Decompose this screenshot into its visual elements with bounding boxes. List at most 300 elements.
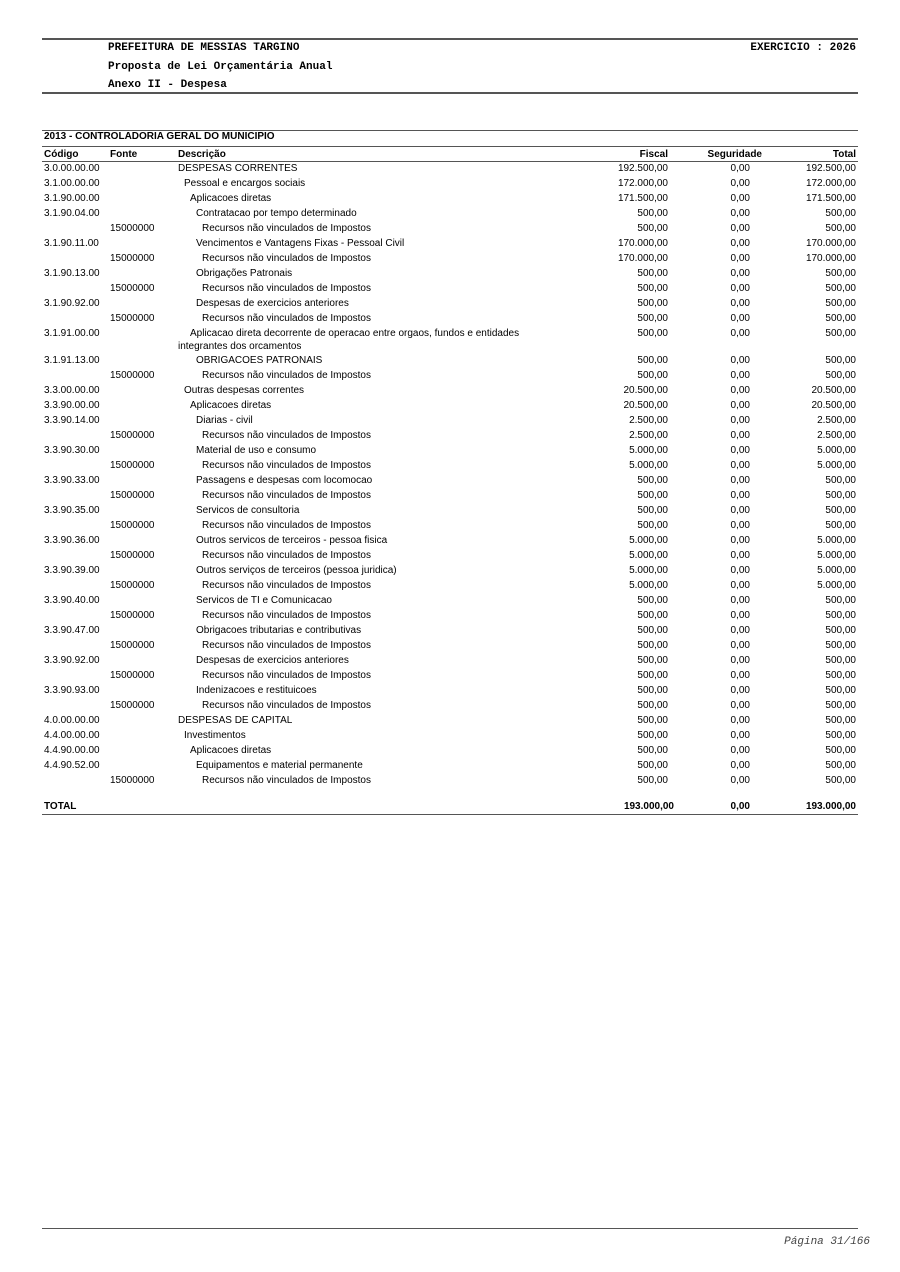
fonte-cell: 15000000 bbox=[110, 640, 155, 651]
fonte-cell bbox=[108, 444, 176, 459]
code-cell: 3.3.90.14.00 bbox=[44, 415, 100, 426]
fiscal-cell: 500,00 bbox=[637, 745, 668, 756]
fiscal-cell: 500,00 bbox=[637, 283, 668, 294]
fiscal-cell: 2.500,00 bbox=[629, 430, 668, 441]
seguridade-cell: 0,00 bbox=[730, 490, 750, 501]
seguridade-cell: 0,00 bbox=[730, 313, 750, 324]
fonte-cell bbox=[108, 714, 176, 729]
description-cell: Recursos não vinculados de Impostos bbox=[202, 580, 371, 591]
code-cell: 3.3.90.00.00 bbox=[44, 400, 100, 411]
table-row bbox=[42, 429, 858, 444]
fiscal-cell: 2.500,00 bbox=[629, 415, 668, 426]
table-row bbox=[42, 759, 858, 774]
total-cell: 5.000,00 bbox=[817, 460, 856, 471]
code-cell bbox=[42, 282, 108, 297]
description-cell: Aplicacoes diretas bbox=[190, 193, 272, 204]
total-cell: 5.000,00 bbox=[817, 550, 856, 561]
fiscal-cell: 172.000,00 bbox=[617, 178, 668, 189]
description-cell: OBRIGACOES PATRONAIS bbox=[196, 355, 323, 366]
seguridade-cell: 0,00 bbox=[730, 385, 750, 396]
description-cell: Recursos não vinculados de Impostos bbox=[202, 460, 371, 471]
table-row bbox=[42, 609, 858, 624]
fonte-cell bbox=[108, 177, 176, 192]
description-cell: Outros servicos de terceiros - pessoa fisica bbox=[196, 535, 388, 546]
description-cell: Recursos não vinculados de Impostos bbox=[202, 775, 371, 786]
fonte-cell bbox=[108, 564, 176, 579]
seguridade-cell: 0,00 bbox=[730, 460, 750, 471]
table-row bbox=[42, 504, 858, 519]
seguridade-cell: 0,00 bbox=[730, 715, 750, 726]
table-row bbox=[42, 744, 858, 759]
code-cell: 3.1.90.92.00 bbox=[44, 298, 100, 309]
seguridade-cell: 0,00 bbox=[730, 760, 750, 771]
code-cell: 3.3.90.36.00 bbox=[44, 535, 100, 546]
table-row bbox=[42, 282, 858, 297]
seguridade-cell: 0,00 bbox=[730, 298, 750, 309]
seguridade-cell: 0,00 bbox=[730, 223, 750, 234]
table-row bbox=[42, 177, 858, 192]
seguridade-cell: 0,00 bbox=[730, 370, 750, 381]
description-cell: DESPESAS CORRENTES bbox=[178, 163, 298, 174]
seguridade-cell: 0,00 bbox=[730, 670, 750, 681]
total-cell: 20.500,00 bbox=[811, 385, 856, 396]
fonte-cell bbox=[108, 237, 176, 252]
description-cell: Recursos não vinculados de Impostos bbox=[202, 430, 371, 441]
code-cell: 4.4.90.00.00 bbox=[44, 745, 100, 756]
seguridade-cell: 0,00 bbox=[730, 475, 750, 486]
fiscal-cell: 500,00 bbox=[637, 610, 668, 621]
fiscal-cell: 500,00 bbox=[637, 268, 668, 279]
table-row bbox=[42, 399, 858, 414]
code-cell bbox=[42, 699, 108, 714]
seguridade-cell: 0,00 bbox=[730, 208, 750, 219]
fiscal-cell: 500,00 bbox=[637, 370, 668, 381]
table-row bbox=[42, 729, 858, 744]
exercise-year: EXERCICIO : 2026 bbox=[750, 42, 856, 54]
code-cell: 4.4.90.52.00 bbox=[44, 760, 100, 771]
col-codigo: Código bbox=[42, 147, 108, 162]
code-cell: 3.1.91.00.00 bbox=[44, 328, 100, 339]
table-row bbox=[42, 192, 858, 207]
table-row bbox=[42, 684, 858, 699]
code-cell: 4.4.00.00.00 bbox=[44, 730, 100, 741]
fonte-cell: 15000000 bbox=[110, 520, 155, 531]
description-cell: Diarias - civil bbox=[196, 415, 253, 426]
table-row bbox=[42, 327, 858, 354]
total-cell: 500,00 bbox=[825, 715, 856, 726]
table-row bbox=[42, 252, 858, 267]
total-cell: 500,00 bbox=[825, 655, 856, 666]
total-cell: 5.000,00 bbox=[817, 565, 856, 576]
fiscal-cell: 170.000,00 bbox=[617, 253, 668, 264]
description-cell: Servicos de TI e Comunicacao bbox=[196, 595, 332, 606]
seguridade-cell: 0,00 bbox=[730, 415, 750, 426]
table-row bbox=[42, 669, 858, 684]
description-cell: Servicos de consultoria bbox=[196, 505, 300, 516]
table-row bbox=[42, 444, 858, 459]
total-cell: 500,00 bbox=[825, 625, 856, 636]
code-cell bbox=[42, 579, 108, 594]
table-row bbox=[42, 519, 858, 534]
report-title: Proposta de Lei Orçamentária Anual bbox=[108, 61, 333, 73]
total-cell: 172.000,00 bbox=[805, 178, 856, 189]
fiscal-cell: 170.000,00 bbox=[617, 238, 668, 249]
fiscal-cell: 171.500,00 bbox=[617, 193, 668, 204]
fonte-cell bbox=[108, 267, 176, 282]
code-cell bbox=[42, 774, 108, 789]
total-cell: 192.500,00 bbox=[805, 163, 856, 174]
total-cell: 5.000,00 bbox=[817, 580, 856, 591]
description-cell: Outras despesas correntes bbox=[184, 385, 305, 396]
code-cell: 3.3.90.33.00 bbox=[44, 475, 100, 486]
fiscal-cell: 500,00 bbox=[637, 625, 668, 636]
code-cell: 3.3.90.40.00 bbox=[44, 595, 100, 606]
fonte-cell: 15000000 bbox=[110, 370, 155, 381]
seguridade-cell: 0,00 bbox=[730, 238, 750, 249]
fiscal-cell: 5.000,00 bbox=[629, 580, 668, 591]
total-cell: 500,00 bbox=[825, 745, 856, 756]
seguridade-cell: 0,00 bbox=[730, 535, 750, 546]
total-cell: 500,00 bbox=[825, 775, 856, 786]
col-descricao: Descrição bbox=[176, 147, 566, 162]
fonte-cell: 15000000 bbox=[110, 670, 155, 681]
total-cell: 500,00 bbox=[825, 355, 856, 366]
description-cell: Investimentos bbox=[184, 730, 246, 741]
fonte-cell bbox=[108, 534, 176, 549]
table-row bbox=[42, 474, 858, 489]
code-cell: 3.3.90.35.00 bbox=[44, 505, 100, 516]
fiscal-cell: 5.000,00 bbox=[629, 460, 668, 471]
seguridade-cell: 0,00 bbox=[730, 580, 750, 591]
fonte-cell: 15000000 bbox=[110, 253, 155, 264]
seguridade-cell: 0,00 bbox=[730, 640, 750, 651]
table-row bbox=[42, 297, 858, 312]
total-row bbox=[42, 800, 858, 815]
total-seguridade: 0,00 bbox=[730, 801, 750, 812]
seguridade-cell: 0,00 bbox=[730, 355, 750, 366]
table-row bbox=[42, 414, 858, 429]
table-row bbox=[42, 699, 858, 714]
code-cell: 4.0.00.00.00 bbox=[44, 715, 100, 726]
seguridade-cell: 0,00 bbox=[730, 520, 750, 531]
table-row bbox=[42, 579, 858, 594]
fiscal-cell: 500,00 bbox=[637, 760, 668, 771]
code-cell: 3.3.90.39.00 bbox=[44, 565, 100, 576]
description-cell: Equipamentos e material permanente bbox=[196, 760, 363, 771]
total-cell: 500,00 bbox=[825, 670, 856, 681]
description-cell: Obrigações Patronais bbox=[196, 268, 293, 279]
description-cell: Recursos não vinculados de Impostos bbox=[202, 640, 371, 651]
fiscal-cell: 500,00 bbox=[637, 505, 668, 516]
fiscal-cell: 500,00 bbox=[637, 355, 668, 366]
table-row bbox=[42, 207, 858, 222]
table-row bbox=[42, 534, 858, 549]
description-cell: Recursos não vinculados de Impostos bbox=[202, 520, 371, 531]
fonte-cell bbox=[108, 684, 176, 699]
code-cell: 3.0.00.00.00 bbox=[44, 163, 100, 174]
code-cell bbox=[42, 369, 108, 384]
total-cell: 500,00 bbox=[825, 208, 856, 219]
fiscal-cell: 500,00 bbox=[637, 655, 668, 666]
fiscal-cell: 500,00 bbox=[637, 595, 668, 606]
seguridade-cell: 0,00 bbox=[730, 430, 750, 441]
fiscal-cell: 192.500,00 bbox=[617, 163, 668, 174]
total-fiscal: 193.000,00 bbox=[623, 801, 674, 812]
fiscal-cell: 500,00 bbox=[637, 223, 668, 234]
code-cell bbox=[42, 669, 108, 684]
col-total: Total bbox=[764, 147, 858, 162]
fiscal-cell: 5.000,00 bbox=[629, 535, 668, 546]
fiscal-cell: 500,00 bbox=[637, 520, 668, 531]
code-cell: 3.3.90.47.00 bbox=[44, 625, 100, 636]
total-cell: 170.000,00 bbox=[805, 238, 856, 249]
page-number: Página 31/166 bbox=[784, 1236, 870, 1248]
fonte-cell bbox=[108, 654, 176, 669]
fiscal-cell: 500,00 bbox=[637, 685, 668, 696]
description-cell: Vencimentos e Vantagens Fixas - Pessoal Civil bbox=[196, 238, 405, 249]
total-cell: 500,00 bbox=[825, 268, 856, 279]
table-row bbox=[42, 267, 858, 282]
seguridade-cell: 0,00 bbox=[730, 730, 750, 741]
table-row bbox=[42, 774, 858, 789]
total-cell: 500,00 bbox=[825, 298, 856, 309]
total-cell: 500,00 bbox=[825, 595, 856, 606]
fonte-cell bbox=[108, 624, 176, 639]
table-row bbox=[42, 162, 858, 178]
seguridade-cell: 0,00 bbox=[730, 775, 750, 786]
code-cell bbox=[42, 519, 108, 534]
table-row bbox=[42, 624, 858, 639]
fonte-cell: 15000000 bbox=[110, 550, 155, 561]
table-row bbox=[42, 384, 858, 399]
description-cell: Outros serviços de terceiros (pessoa juridica) bbox=[196, 565, 397, 576]
description-cell: Recursos não vinculados de Impostos bbox=[202, 223, 371, 234]
fiscal-cell: 5.000,00 bbox=[629, 550, 668, 561]
table-row bbox=[42, 354, 858, 369]
fiscal-cell: 20.500,00 bbox=[623, 385, 668, 396]
fonte-cell bbox=[108, 594, 176, 609]
description-cell: DESPESAS DE CAPITAL bbox=[178, 715, 293, 726]
code-cell: 3.3.00.00.00 bbox=[44, 385, 100, 396]
fonte-cell: 15000000 bbox=[110, 610, 155, 621]
description-cell: Contratacao por tempo determinado bbox=[196, 208, 357, 219]
seguridade-cell: 0,00 bbox=[730, 253, 750, 264]
description-cell: Material de uso e consumo bbox=[196, 445, 317, 456]
fonte-cell: 15000000 bbox=[110, 430, 155, 441]
code-cell bbox=[42, 549, 108, 564]
description-cell: Despesas de exercicios anteriores bbox=[196, 298, 349, 309]
fonte-cell bbox=[108, 729, 176, 744]
table-row bbox=[42, 222, 858, 237]
seguridade-cell: 0,00 bbox=[730, 163, 750, 174]
seguridade-cell: 0,00 bbox=[730, 550, 750, 561]
fonte-cell bbox=[108, 192, 176, 207]
code-cell: 3.1.90.04.00 bbox=[44, 208, 100, 219]
total-cell: 171.500,00 bbox=[805, 193, 856, 204]
table-row bbox=[42, 489, 858, 504]
fonte-cell: 15000000 bbox=[110, 775, 155, 786]
table-row bbox=[42, 714, 858, 729]
table-row bbox=[42, 639, 858, 654]
table-row bbox=[42, 654, 858, 669]
fiscal-cell: 5.000,00 bbox=[629, 565, 668, 576]
table-row bbox=[42, 459, 858, 474]
fonte-cell: 15000000 bbox=[110, 580, 155, 591]
description-cell: Pessoal e encargos sociais bbox=[184, 178, 306, 189]
table-row bbox=[42, 594, 858, 609]
fiscal-cell: 500,00 bbox=[637, 490, 668, 501]
table-row bbox=[42, 549, 858, 564]
fonte-cell: 15000000 bbox=[110, 283, 155, 294]
fonte-cell: 15000000 bbox=[110, 313, 155, 324]
fiscal-cell: 500,00 bbox=[637, 775, 668, 786]
seguridade-cell: 0,00 bbox=[730, 625, 750, 636]
fiscal-cell: 500,00 bbox=[637, 670, 668, 681]
section-title: 2013 - CONTROLADORIA GERAL DO MUNICIPIO bbox=[44, 131, 275, 142]
fonte-cell: 15000000 bbox=[110, 223, 155, 234]
seguridade-cell: 0,00 bbox=[730, 745, 750, 756]
description-cell: Recursos não vinculados de Impostos bbox=[202, 253, 371, 264]
seguridade-cell: 0,00 bbox=[730, 505, 750, 516]
table-row bbox=[42, 564, 858, 579]
fonte-cell bbox=[108, 759, 176, 774]
col-fonte: Fonte bbox=[108, 147, 176, 162]
seguridade-cell: 0,00 bbox=[730, 655, 750, 666]
fonte-cell bbox=[108, 354, 176, 369]
seguridade-cell: 0,00 bbox=[730, 595, 750, 606]
seguridade-cell: 0,00 bbox=[730, 268, 750, 279]
total-cell: 500,00 bbox=[825, 760, 856, 771]
table-row bbox=[42, 312, 858, 327]
total-cell: 500,00 bbox=[825, 475, 856, 486]
code-cell bbox=[42, 252, 108, 267]
table-row bbox=[42, 369, 858, 384]
fonte-cell bbox=[108, 474, 176, 489]
description-cell: Recursos não vinculados de Impostos bbox=[202, 490, 371, 501]
description-cell: Recursos não vinculados de Impostos bbox=[202, 550, 371, 561]
code-cell: 3.1.00.00.00 bbox=[44, 178, 100, 189]
total-cell: 2.500,00 bbox=[817, 430, 856, 441]
seguridade-cell: 0,00 bbox=[730, 685, 750, 696]
fiscal-cell: 500,00 bbox=[637, 715, 668, 726]
expense-table bbox=[42, 146, 858, 789]
fonte-cell bbox=[108, 504, 176, 519]
annex-title: Anexo II - Despesa bbox=[108, 79, 227, 91]
code-cell: 3.3.90.92.00 bbox=[44, 655, 100, 666]
total-cell: 500,00 bbox=[825, 685, 856, 696]
fonte-cell bbox=[108, 327, 176, 354]
seguridade-cell: 0,00 bbox=[730, 193, 750, 204]
total-cell: 500,00 bbox=[825, 370, 856, 381]
fiscal-cell: 500,00 bbox=[637, 313, 668, 324]
fonte-cell bbox=[108, 207, 176, 222]
fonte-cell bbox=[108, 414, 176, 429]
total-cell: 5.000,00 bbox=[817, 445, 856, 456]
org-name: PREFEITURA DE MESSIAS TARGINO bbox=[108, 42, 300, 54]
fiscal-cell: 5.000,00 bbox=[629, 445, 668, 456]
fiscal-cell: 500,00 bbox=[637, 208, 668, 219]
seguridade-cell: 0,00 bbox=[730, 445, 750, 456]
header-bottom-rule bbox=[42, 92, 858, 94]
code-cell: 3.3.90.93.00 bbox=[44, 685, 100, 696]
code-cell bbox=[42, 312, 108, 327]
col-seguridade: Seguridade bbox=[670, 147, 764, 162]
seguridade-cell: 0,00 bbox=[730, 700, 750, 711]
description-cell: Recursos não vinculados de Impostos bbox=[202, 370, 371, 381]
fiscal-cell: 500,00 bbox=[637, 475, 668, 486]
seguridade-cell: 0,00 bbox=[730, 565, 750, 576]
total-total: 193.000,00 bbox=[805, 801, 856, 812]
description-cell: Indenizacoes e restituicoes bbox=[196, 685, 317, 696]
description-cell: Recursos não vinculados de Impostos bbox=[202, 700, 371, 711]
code-cell: 3.1.90.13.00 bbox=[44, 268, 100, 279]
fiscal-cell: 500,00 bbox=[637, 640, 668, 651]
fiscal-cell: 500,00 bbox=[637, 700, 668, 711]
table-row bbox=[42, 237, 858, 252]
fonte-cell bbox=[108, 744, 176, 759]
description-cell: Despesas de exercicios anteriores bbox=[196, 655, 349, 666]
col-fiscal: Fiscal bbox=[566, 147, 670, 162]
description-cell: Obrigacoes tributarias e contributivas bbox=[196, 625, 362, 636]
code-cell bbox=[42, 222, 108, 237]
total-cell: 500,00 bbox=[825, 490, 856, 501]
description-cell: Recursos não vinculados de Impostos bbox=[202, 610, 371, 621]
total-cell: 500,00 bbox=[825, 505, 856, 516]
fiscal-cell: 500,00 bbox=[637, 328, 668, 339]
code-cell: 3.1.91.13.00 bbox=[44, 355, 100, 366]
description-cell: Aplicacoes diretas bbox=[190, 745, 272, 756]
seguridade-cell: 0,00 bbox=[730, 178, 750, 189]
description-cell: Aplicacao direta decorrente de operacao entre orgaos, fundos e entidades integrantes dos orcamentos bbox=[178, 328, 520, 352]
total-label: TOTAL bbox=[44, 801, 77, 812]
code-cell: 3.1.90.11.00 bbox=[44, 238, 99, 249]
seguridade-cell: 0,00 bbox=[730, 610, 750, 621]
fonte-cell: 15000000 bbox=[110, 490, 155, 501]
footer-rule bbox=[42, 1228, 858, 1229]
total-cell: 500,00 bbox=[825, 283, 856, 294]
total-cell: 500,00 bbox=[825, 700, 856, 711]
header-top-rule bbox=[42, 38, 858, 40]
total-cell: 500,00 bbox=[825, 223, 856, 234]
description-cell: Passagens e despesas com locomocao bbox=[196, 475, 373, 486]
total-cell: 5.000,00 bbox=[817, 535, 856, 546]
total-cell: 170.000,00 bbox=[805, 253, 856, 264]
total-cell: 500,00 bbox=[825, 730, 856, 741]
code-cell bbox=[42, 489, 108, 504]
description-cell: Recursos não vinculados de Impostos bbox=[202, 283, 371, 294]
fonte-cell: 15000000 bbox=[110, 460, 155, 471]
fiscal-cell: 500,00 bbox=[637, 298, 668, 309]
fonte-cell bbox=[108, 384, 176, 399]
total-cell: 500,00 bbox=[825, 640, 856, 651]
seguridade-cell: 0,00 bbox=[730, 328, 750, 339]
code-cell bbox=[42, 609, 108, 624]
table-header bbox=[42, 147, 858, 162]
total-cell: 500,00 bbox=[825, 610, 856, 621]
total-cell: 500,00 bbox=[825, 520, 856, 531]
total-cell: 20.500,00 bbox=[811, 400, 856, 411]
code-cell bbox=[42, 459, 108, 474]
total-cell: 500,00 bbox=[825, 313, 856, 324]
seguridade-cell: 0,00 bbox=[730, 400, 750, 411]
seguridade-cell: 0,00 bbox=[730, 283, 750, 294]
fonte-cell bbox=[108, 399, 176, 414]
fonte-cell: 15000000 bbox=[110, 700, 155, 711]
fiscal-cell: 20.500,00 bbox=[623, 400, 668, 411]
code-cell: 3.3.90.30.00 bbox=[44, 445, 100, 456]
fonte-cell bbox=[108, 162, 176, 178]
code-cell bbox=[42, 429, 108, 444]
